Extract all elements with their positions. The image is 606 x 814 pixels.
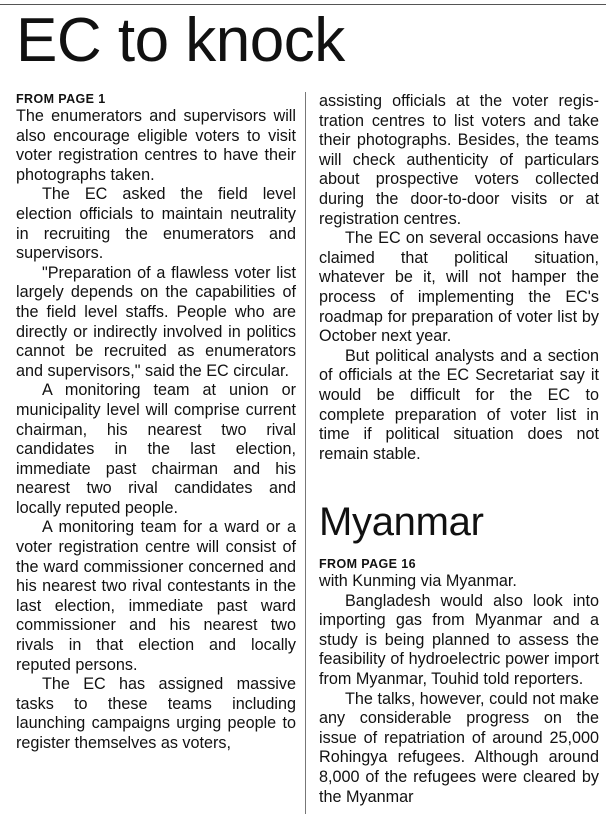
paragraph: A monitoring team for a ward or a voter registration centre will consist of the ward commissioner concerned and his nearest two rival contestants in the last election, immediate past ward commissioner and his nearest two rivals in that election and locally reputed persons. (16, 518, 296, 674)
myanmar-story (319, 502, 599, 807)
main-headline: EC to knock (16, 6, 345, 75)
paragraph: with Kunming via Myanmar. (319, 572, 517, 590)
paragraph: The EC on several occasions have claimed that political situation, whatever be it, will not hamper the process of implementing the EC's roadmap for preparation of voter list by October next year. (319, 229, 599, 346)
paragraph: assisting officials at the voter registration centres to list voters and take their photographs. Besides, the teams will check authenticity of particulars about prospective voters collected during the door-to-door visits or at registration centres. (319, 92, 599, 228)
paragraph: The talks, however, could not make any considerable progress on the issue of repatriation of around 25,000 Rohingya refugees. Although around 8,000 of the refugees were cleared by the Myanmar (319, 689, 599, 806)
paragraph: "Preparation of a flawless voter list largely depends on the capabilities of the field level staffs. People who are directly or indirectly involved in politics cannot be recruited as enumerators and supervisors," said the EC circular. (16, 263, 296, 380)
paragraph: The enumerators and supervisors will also encourage eligible voters to visit voter registration centres to have their photographs taken. (16, 107, 296, 184)
top-rule (0, 4, 606, 5)
myanmar-headline: Myanmar (319, 500, 484, 544)
paragraph: A monitoring team at union or municipality level will comprise current chairman, his nearest two rival candidates in the last election, immediate past chairman and his nearest two rival candidates and locally reputed people. (16, 381, 296, 517)
column-divider (305, 92, 306, 814)
jump-line: FROM PAGE 16 (319, 557, 416, 571)
article-column-1 (16, 92, 296, 754)
paragraph: But political analysts and a section of officials at the EC Secretariat say it would be difficult for the EC to complete preparation of voter list in time if political situation does not remain stable. (319, 346, 599, 463)
paragraph: Bangladesh would also look into importing gas from Myanmar and a study is being planned to assess the feasibility of hydroelectric power import from Myanmar, Touhid told reporters. (319, 591, 599, 688)
article-column-2 (319, 92, 599, 464)
paragraph: The EC has assigned massive tasks to these teams including launching campaigns urging people to register themselves as voters, (16, 675, 296, 752)
jump-line: FROM PAGE 1 (16, 92, 106, 106)
paragraph: The EC asked the field level election officials to maintain neutrality in recruiting the enumerators and supervisors. (16, 185, 296, 263)
